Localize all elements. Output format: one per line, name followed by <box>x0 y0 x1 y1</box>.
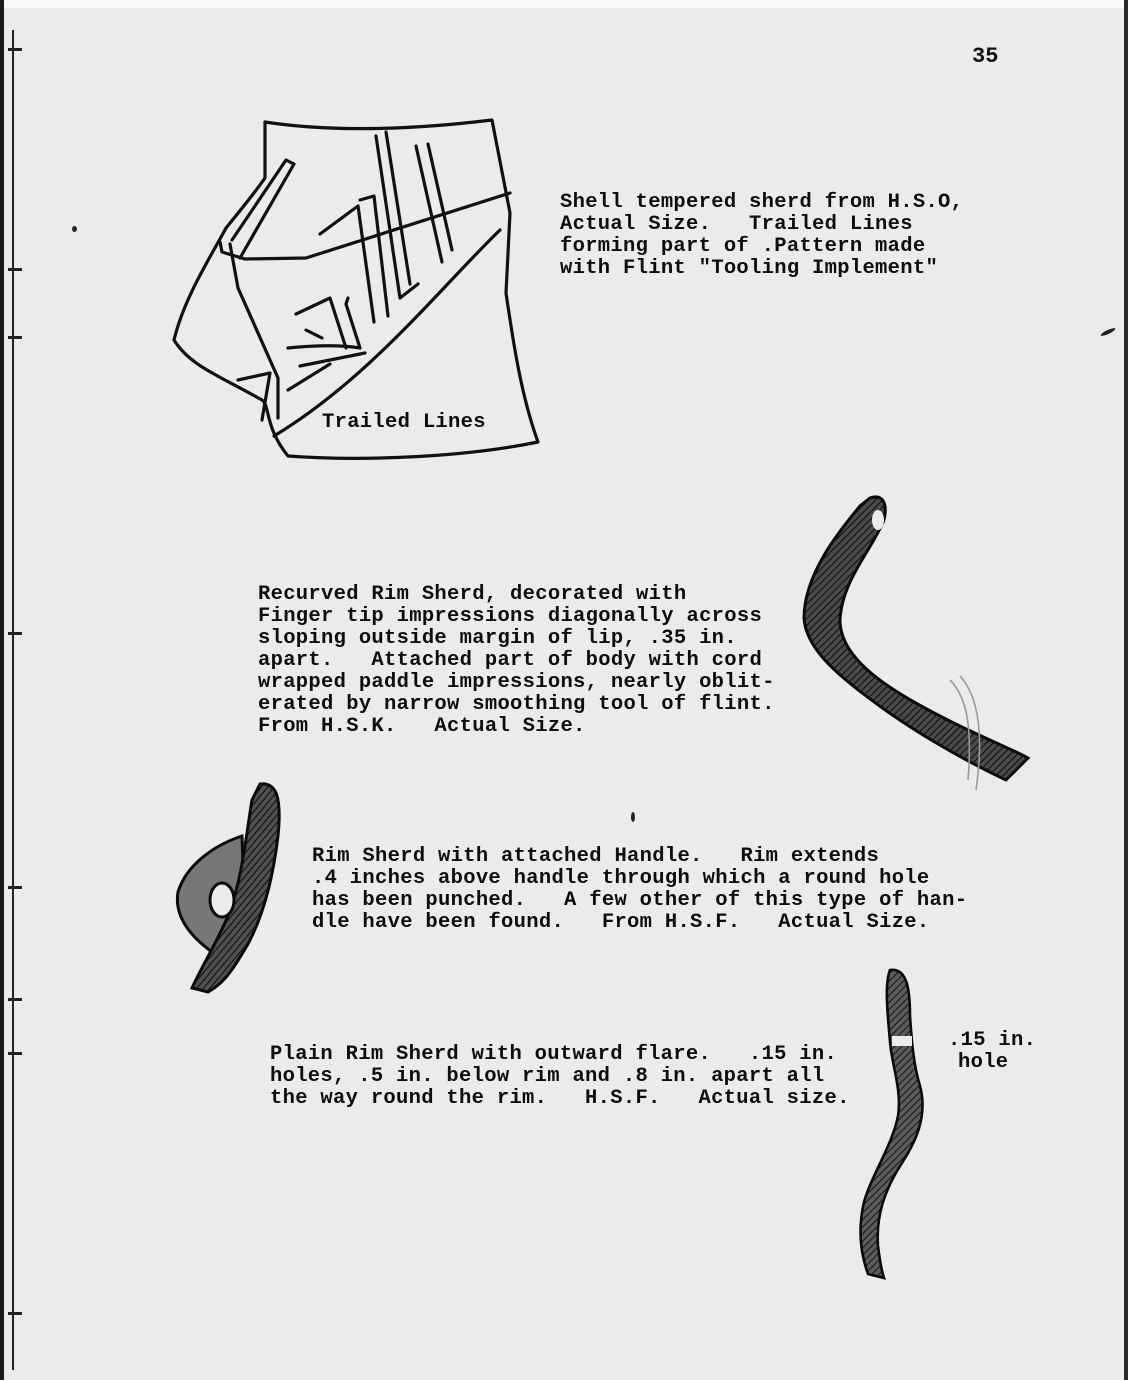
trailed-line <box>296 298 346 348</box>
page-top-edge <box>0 0 1128 8</box>
caption-line: Finger tip impressions diagonally across <box>258 605 763 628</box>
lip-impression-mark <box>872 510 884 530</box>
trailed-line <box>428 144 452 250</box>
ink-mark <box>1100 327 1116 337</box>
margin-tick <box>8 48 22 51</box>
caption-line: From H.S.K. Actual Size. <box>258 715 586 738</box>
caption-line: wrapped paddle impressions, nearly oblit- <box>258 671 775 694</box>
sherd-outline <box>174 120 538 458</box>
trailed-line <box>306 330 322 338</box>
caption-line: sloping outside margin of lip, .35 in. <box>258 627 737 650</box>
trailed-line <box>300 353 365 366</box>
caption-line: .4 inches above handle through which a round hole <box>312 867 930 890</box>
caption-line: holes, .5 in. below rim and .8 in. apart all <box>270 1065 825 1088</box>
caption-line: erated by narrow smoothing tool of flint. <box>258 693 775 716</box>
rim-profile-shape <box>804 497 1028 780</box>
ink-speck <box>631 812 635 822</box>
margin-tick <box>8 886 22 889</box>
binding-margin-line <box>12 30 14 1370</box>
caption-line: Rim Sherd with attached Handle. Rim extends <box>312 845 880 868</box>
caption-line: Actual Size. Trailed Lines <box>560 213 913 236</box>
margin-tick <box>8 268 22 271</box>
margin-tick <box>8 632 22 635</box>
trailed-line <box>416 146 442 262</box>
caption-line: has been punched. A few other of this type of han- <box>312 889 968 912</box>
trailed-line <box>288 298 360 348</box>
caption-line: apart. Attached part of body with cord <box>258 649 763 672</box>
scan-left-edge <box>0 0 4 1380</box>
caption-line: the way round the rim. H.S.F. Actual size. <box>270 1087 850 1110</box>
margin-tick <box>8 1052 22 1055</box>
sherd-label: Trailed Lines <box>322 411 486 434</box>
trailed-line-bend <box>230 244 278 418</box>
caption-line: Recurved Rim Sherd, decorated with <box>258 583 687 606</box>
scan-right-edge <box>1124 0 1128 1380</box>
margin-tick <box>8 998 22 1001</box>
plain-rim-sherd-profile <box>840 966 940 1286</box>
margin-tick <box>8 1312 22 1315</box>
trailed-line <box>288 364 330 390</box>
page-number: 35 <box>972 44 999 69</box>
rim-hole-mark <box>892 1036 912 1046</box>
recurved-rim-sherd-profile <box>800 490 1040 810</box>
ink-speck <box>72 226 77 232</box>
punched-hole <box>210 883 234 917</box>
trailed-line <box>386 132 410 284</box>
sherd-diagonal-line <box>274 230 500 436</box>
caption-line: Shell tempered sherd from H.S.O, <box>560 191 964 214</box>
caption-line: with Flint "Tooling Implement" <box>560 257 939 280</box>
caption-line: forming part of .Pattern made <box>560 235 926 258</box>
margin-tick <box>8 336 22 339</box>
rim-profile-shape <box>861 970 923 1278</box>
caption-line: Plain Rim Sherd with outward flare. .15 in. <box>270 1043 838 1066</box>
rim-sherd-with-handle-drawing <box>172 776 296 996</box>
hole-label-line: .15 in. <box>948 1029 1037 1052</box>
caption-line: dle have been found. From H.S.F. Actual Size. <box>312 911 930 934</box>
hole-label-line: hole <box>958 1051 1009 1074</box>
